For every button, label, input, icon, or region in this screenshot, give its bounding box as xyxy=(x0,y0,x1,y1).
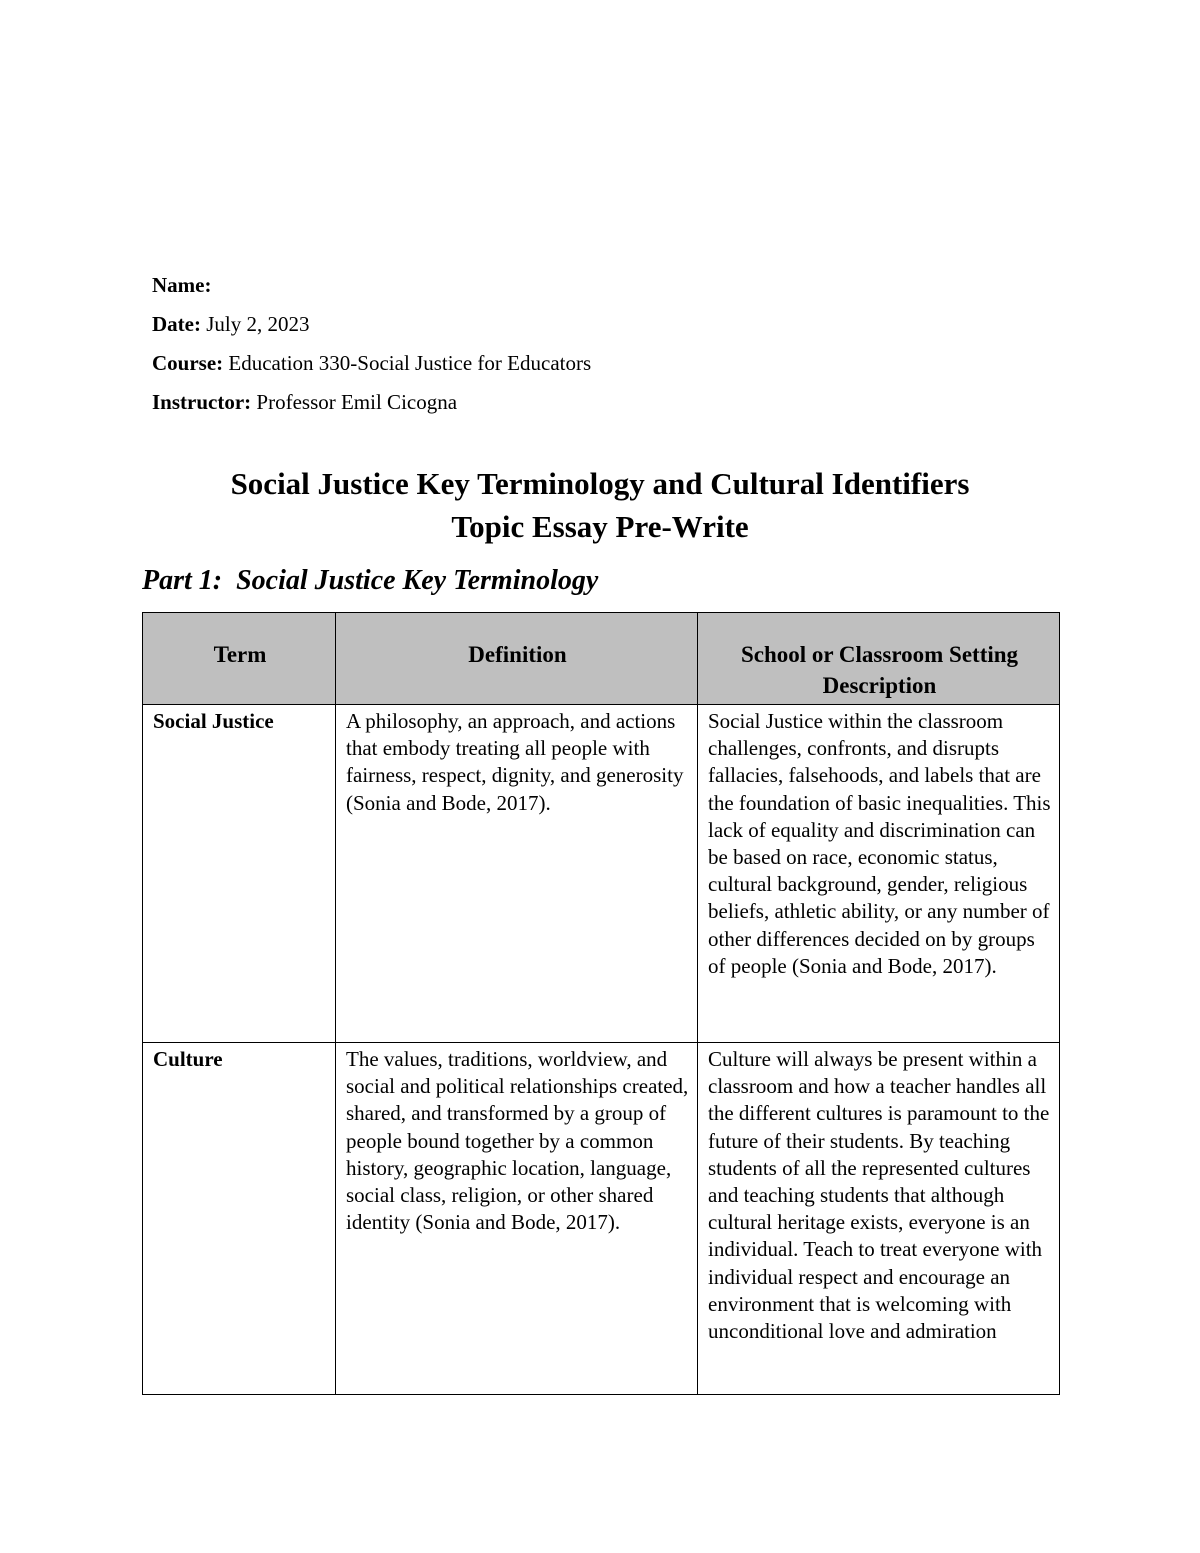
part1-heading: Part 1: Social Justice Key Terminology xyxy=(142,565,599,596)
column-header-term: Term xyxy=(143,613,336,705)
term-cell: Social Justice xyxy=(143,705,336,1043)
table-row xyxy=(143,1043,1060,1395)
date-label: Date: xyxy=(152,312,201,336)
terminology-table xyxy=(142,612,1060,1395)
date-line xyxy=(152,305,591,344)
instructor-line xyxy=(152,383,591,422)
table-row xyxy=(143,705,1060,1043)
course-line xyxy=(152,344,591,383)
title-line-1: Social Justice Key Terminology and Cultural Identifiers xyxy=(230,466,970,501)
course-label: Course: xyxy=(152,351,224,375)
name-line xyxy=(152,266,591,305)
document-title xyxy=(0,462,1200,548)
instructor-value: Professor Emil Cicogna xyxy=(251,390,458,414)
course-value: Education 330-Social Justice for Educators xyxy=(223,351,592,375)
column-header-description: School or Classroom Setting Description xyxy=(698,613,1060,705)
title-line-2: Topic Essay Pre-Write xyxy=(451,509,749,544)
column-header-definition: Definition xyxy=(336,613,698,705)
name-label: Name: xyxy=(152,273,212,297)
description-cell: Social Justice within the classroom challenges, confronts, and disrupts fallacies, falsehoods, and labels that are the foundation of basic inequalities. This lack of equality and discrimination can be based on race, economic status, cultural background, gender, religious beliefs, athletic ability, or any number of other differences decided on by groups of people (Sonia and Bode, 2017). xyxy=(698,705,1060,1043)
header-info xyxy=(152,266,591,422)
definition-cell: The values, traditions, worldview, and social and political relationships created, shared, and transformed by a group of people bound together by a common history, geographic location, language, social class, religion, or other shared identity (Sonia and Bode, 2017). xyxy=(336,1043,698,1395)
date-value: July 2, 2023 xyxy=(200,312,310,336)
table-header-row xyxy=(143,613,1060,705)
instructor-label: Instructor: xyxy=(152,390,252,414)
term-cell: Culture xyxy=(143,1043,336,1395)
definition-cell: A philosophy, an approach, and actions that embody treating all people with fairness, respect, dignity, and generosity (Sonia and Bode, 2017). xyxy=(336,705,698,1043)
description-cell: Culture will always be present within a classroom and how a teacher handles all the different cultures is paramount to the future of their students. By teaching students of all the represented cultures and teaching students that although cultural heritage exists, everyone is an individual. Teach to treat everyone with individual respect and encourage an environment that is welcoming with unconditional love and admiration xyxy=(698,1043,1060,1395)
